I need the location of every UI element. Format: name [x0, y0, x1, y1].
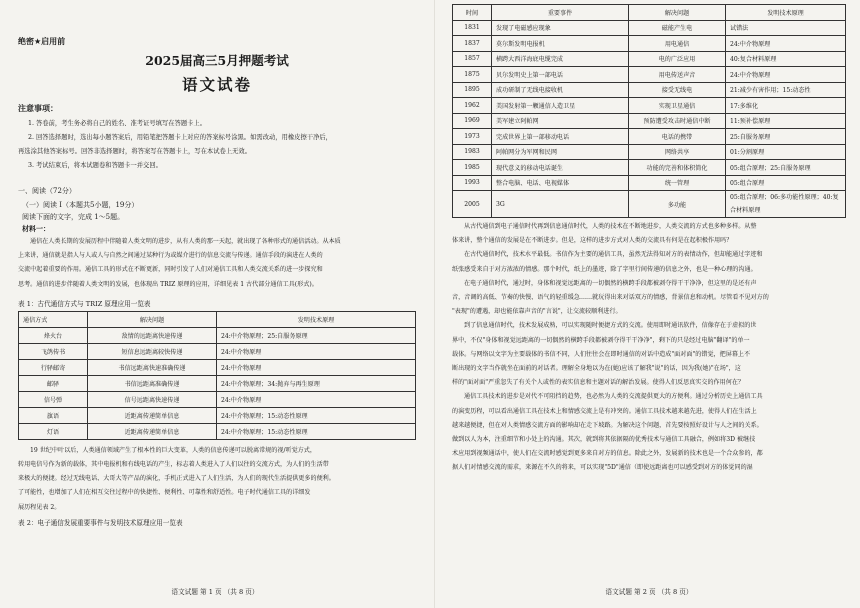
table-cell: 多功能 [629, 191, 726, 218]
table-cell: 1985 [453, 160, 492, 176]
table-cell: 书信远距离准确传递 [88, 375, 217, 391]
text-line: 19 世纪中叶以后，人类通信领域产生了根本性的巨大变革，人类的信息传递可以脱离常规的视/听觉方式， [30, 446, 316, 454]
table-cell: 发现了电磁感应现象 [492, 20, 629, 36]
table-cell: 成功研制了无线电接收机 [492, 82, 629, 98]
table-cell: 莫尔斯发明电报机 [492, 36, 629, 52]
table-cell: 24:中介物原理；15:动态性原理 [217, 423, 416, 439]
table-cell: 近距离传递简单信息 [88, 407, 217, 423]
reading-section [18, 185, 416, 235]
text-line: 术应用到视频通话中，使人们在交流时感觉到更多来自对方的信息。除此之外，发展新的技术也是一个合众参的，都 [452, 450, 763, 458]
table-cell: 近距离传递简单信息 [88, 423, 217, 439]
table-cell: 贝尔发明史上第一部电话 [492, 67, 629, 83]
right-page [438, 0, 860, 608]
table-cell: 信号弹 [19, 391, 88, 407]
table-row [453, 98, 846, 114]
text-line: 断出现的文字当作就坐在面前的对话者。理解全身地以为在(她)应该了解我"说"的话，因为我(她)"在场"，这 [452, 365, 741, 373]
instruction: 阅读下面的文字，完成 1～5题。 [22, 213, 125, 221]
text-line: 的演变历程，可以看出通信工具在技术上和情感交流上是有冲突的。通信工具技术越来越先进，使得人们在生活上 [452, 407, 757, 415]
material-para-1 [18, 235, 416, 292]
table-cell: 整合电脑、电话、电视媒体 [492, 175, 629, 191]
table-row [453, 20, 846, 36]
table-header-cell: 通信方式 [19, 311, 88, 327]
table-cell: 24:中介物原理 [217, 391, 416, 407]
table-cell: 01:分割原理 [726, 144, 846, 160]
right-para-2 [452, 248, 846, 276]
table-header-row [453, 5, 846, 21]
table-cell: 电的广泛应用 [629, 51, 726, 67]
text-line: 在古代通信时代，技术水平最低。书信作为主要的通信工具，虽然无法得知对方的表情动作，但却能通过字迹和 [464, 251, 763, 259]
table-cell: 阿帕网分为军网和民网 [492, 144, 629, 160]
section-heading: 一、阅读（72分） [18, 187, 76, 195]
text-line: 纸张感受来自于对方浓浓的情感。那个时代，纸上的墨迹，除了字里行间传递的信息之外，也是一种心理的沟通。 [452, 265, 757, 273]
right-para-3 [452, 277, 846, 320]
table-cell: 1983 [453, 144, 492, 160]
table-cell: 横跨大西洋海底电缆完成 [492, 51, 629, 67]
table-row [19, 327, 416, 343]
notice-item: 2. 回答选择题时，选出每小题答案后，用铅笔把答题卡上对应的答案标号涂黑。如需改动，用橡皮擦干净后， [28, 134, 332, 141]
notice-item: 1. 答卷前，考生务必将自己的姓名、准考证号填写在答题卡上。 [28, 120, 207, 127]
text-line: 通信在人类长期的发展历程中伴随着人类文明的进步，从有人类的那一天起，就出现了各种形式的通信活动。从本质 [30, 238, 341, 245]
table-cell: 实现卫星通信 [629, 98, 726, 114]
table-row [453, 175, 846, 191]
text-line: 通信工具技术的进步是对代不可阻挡的趋势，也必然为人类的交流提供更大的方便利。通过分析历史上通信工具 [464, 393, 763, 401]
table-cell: 邮驿 [19, 375, 88, 391]
table-cell: 行驿邮寄 [19, 359, 88, 375]
table-header-cell: 发明技术原理 [726, 5, 846, 21]
table-cell: 24:中介物原理 [726, 36, 846, 52]
table-row [19, 375, 416, 391]
table-cell: 17:多维化 [726, 98, 846, 114]
text-line: 体来讲，整个通信的发展是在不断进步。但是，这样的进步方式对人类的交流具有何是在起积极作用吗？ [452, 237, 733, 245]
secret-mark: 绝密★启用前 [18, 37, 66, 46]
table-row [19, 391, 416, 407]
table-cell: 飞鸽传书 [19, 343, 88, 359]
text-line: 从古代通信到电子通信时代再到信息通信时代，人类的技术在不断地进步，人类交流的方式也多种多样。从整 [464, 223, 757, 230]
table-cell: 1831 [453, 20, 492, 36]
table-cell: 旗语 [19, 407, 88, 423]
notice-item: 再选涂其他答案标号。回答非选择题时，将答案写在答题卡上，写在本试卷上无效。 [18, 148, 251, 155]
text-line: 样的"面对面"严重忽失了有关个人或性的表实信息和主题对话的解治发展。使得人们反思真实交的作用何在？ [452, 379, 745, 387]
text-line: 音，音调的高低、节奏的快慢、语气的轻重缓急……就玩得出来对话双方的情感，背景信息和动机。尽管看不见对方的 [452, 294, 769, 302]
text-line: 了可能性，也增加了人们在相互交往过程中的快捷性、便利性、可靠性和舒适性。电子时代通信工具的详细发 [18, 489, 311, 497]
sub-heading: （一）阅读 I（本题共5小题，19分） [22, 201, 139, 209]
table-row [453, 67, 846, 83]
table-cell: 24:中介物原理 [726, 67, 846, 83]
table-row [19, 407, 416, 423]
text-line: "表现"的遭遇，却也能依靠声音的"言说"，让交流较顺利进行。 [452, 308, 622, 316]
text-line: 展历程见表 2。 [18, 503, 61, 511]
text-line: 思考。通信的进步伴随着人类文明的发展，也体现出 TRIZ 原理的应用，详细见表 1 古代部分通信工具(形式)。 [18, 280, 318, 288]
table1-caption: 表 1：古代通信方式与 TRIZ 原理应用一览表 [18, 299, 151, 308]
table-cell: 现代意义的移动电话诞生 [492, 160, 629, 176]
table-cell: 25:自服务原理 [726, 129, 846, 145]
text-line: 在电子通信时代，通过时，身体和视觉远距离的一切偶然的横跨手段都被剥夺得干干净净，但这里的是还有声 [464, 279, 757, 287]
table-cell: 磁能产生电 [629, 20, 726, 36]
table-cell: 试错法 [726, 20, 846, 36]
text-line: 做到以人为本，注重细节和小处上的沟通。其次，就到将其依据隔的优秀技术与通信工具融合，例如将3D 被继技 [452, 436, 756, 444]
table-row [453, 160, 846, 176]
table-cell: 接受无线电 [629, 82, 726, 98]
text-line: 上来讲，通信就是指人与人或人与自然之间通过某种行为或媒介进行的信息交流与传递。通信手段的演进在人类的 [18, 252, 323, 260]
table-row [453, 113, 846, 129]
table-cell: 书信远距离快速准确传递 [88, 359, 217, 375]
text-line: 越来越便捷，但在对人类情感交流方面的影响却在走下坡路。为解决这个问题，首先要按照好设计与人之间的关系。 [452, 421, 763, 429]
table-cell: 预防遭受攻击时通信中断 [629, 113, 726, 129]
table-header-cell: 时间 [453, 5, 492, 21]
table-cell: 用电通信 [629, 36, 726, 52]
text-line: 交流中起着重要的作用。通信工具的形式在不断更新，同时引发了人们对通信工具和人类交流关系的进一步探究和 [18, 266, 323, 274]
table-cell: 21:减少有害作用；15:动态性 [726, 82, 846, 98]
page-footer: 语文试题 第 1 页 （共 8 页） [171, 588, 259, 596]
table-cell: 1993 [453, 175, 492, 191]
table-cell: 40:复合材料原理 [726, 51, 846, 67]
table-row [453, 36, 846, 52]
table-cell: 1962 [453, 98, 492, 114]
table-cell: 24:中介物原理 [217, 343, 416, 359]
text-line: 据人们对情感交流的需求，来源在不久的将来，可以实现"5D"通信（即使远距离也可以感受到对方的体觉同的湿 [452, 464, 753, 472]
table-cell: 用电传送声音 [629, 67, 726, 83]
text-line: 载体。与网络以文字为主要载体的书信不同，人们往往会在即时通信的对话中造成"面对面"的错觉，把屏幕上不 [452, 350, 751, 358]
table-cell: 05:组合原理 [726, 175, 846, 191]
table2-caption: 表 2：电子通信发展重要事件与发明技术原理应用一览表 [18, 518, 183, 527]
table-cell: 完成世界上第一部移动电话 [492, 129, 629, 145]
table-cell: 电话的携带 [629, 129, 726, 145]
table-cell: 网络共享 [629, 144, 726, 160]
table-row [453, 191, 846, 218]
page-divider [434, 0, 435, 608]
right-para-1 [452, 220, 846, 248]
table-cell: 灯语 [19, 423, 88, 439]
subject-title: 语文试卷 [181, 75, 252, 94]
right-para-4 [452, 319, 846, 390]
table-header-cell: 重要事件 [492, 5, 629, 21]
material-para-2 [18, 444, 416, 515]
table-cell: 统一管理 [629, 175, 726, 191]
table-cell: 2005 [453, 191, 492, 218]
table-cell: 05:组合原理；06:多功能性原理；40:复合材料原理 [726, 191, 846, 218]
table-cell: 24:中介物原理；34:抛弃与再生原理 [217, 375, 416, 391]
table-cell: 3G [492, 191, 629, 218]
table-cell: 1973 [453, 129, 492, 145]
text-line: 转用电信号作为新的载体，其中电报机和有线电话的产生，标志着人类进入了人们以往的交流方式，为人们的生活带 [18, 461, 329, 469]
table-row [453, 129, 846, 145]
notice-item: 3. 考试结束后，将本试题卷和答题卡一并交回。 [28, 162, 162, 169]
table-cell: 1857 [453, 51, 492, 67]
table-row [19, 423, 416, 439]
table-header-row [19, 311, 416, 327]
exam-title: 2025届高三5月押题考试 [145, 53, 289, 68]
table-row [453, 144, 846, 160]
material-heading: 材料一： [22, 224, 50, 233]
table-row [19, 343, 416, 359]
table-cell: 功能的完善和体积简化 [629, 160, 726, 176]
table-cell: 24:中介物原理；15:动态性原理 [217, 407, 416, 423]
table-cell: 1875 [453, 67, 492, 83]
table-cell: 1837 [453, 36, 492, 52]
table-cell: 敌情的远距离快速传递 [88, 327, 217, 343]
notice-list [18, 117, 416, 173]
table-row [453, 51, 846, 67]
text-line: 界中，不仅"身体和视觉远距离的一切偶然的横跨手段都被剥夺得干干净净"，剩下的只是经过电脑"翻译"的单一 [452, 336, 750, 344]
table-cell: 1895 [453, 82, 492, 98]
table-cell: 11:预补偿原理 [726, 113, 846, 129]
table-row [19, 359, 416, 375]
table-row [453, 82, 846, 98]
page-footer: 语文试题 第 2 页 （共 8 页） [605, 588, 693, 596]
right-para-5 [452, 390, 846, 475]
table-cell: 美军建立阿帕网 [492, 113, 629, 129]
table-header-cell: 发明技术原理 [217, 311, 416, 327]
table-cell: 24:中介物原理；25:自服务原理 [217, 327, 416, 343]
table-cell: 美国发射第一颗通信人造卫星 [492, 98, 629, 114]
table-ancient-communication [18, 311, 416, 440]
table-cell: 短信息远距离较快传递 [88, 343, 217, 359]
table-cell: 1969 [453, 113, 492, 129]
table-header-cell: 解决问题 [88, 311, 217, 327]
text-line: 到了信息通信时代，技术发展成熟，可以实现随时便捷方式的交流。使用即时通讯软件，信像存在于虚拟的世 [464, 322, 757, 330]
table-cell: 05:组合原理；25:自服务原理 [726, 160, 846, 176]
table-cell: 24:中介物原理 [217, 359, 416, 375]
notice-heading: 注意事项： [18, 104, 58, 113]
table-electronic-communication [452, 4, 846, 218]
table-header-cell: 解决问题 [629, 5, 726, 21]
text-line: 来极大的便捷。经过无线电话、大哥大等产品的演化，手机正式进入了人们生活，为人们的现代生活提供更多的便利。 [18, 475, 335, 483]
table-cell: 烽火台 [19, 327, 88, 343]
table-cell: 信号远距离快速传递 [88, 391, 217, 407]
